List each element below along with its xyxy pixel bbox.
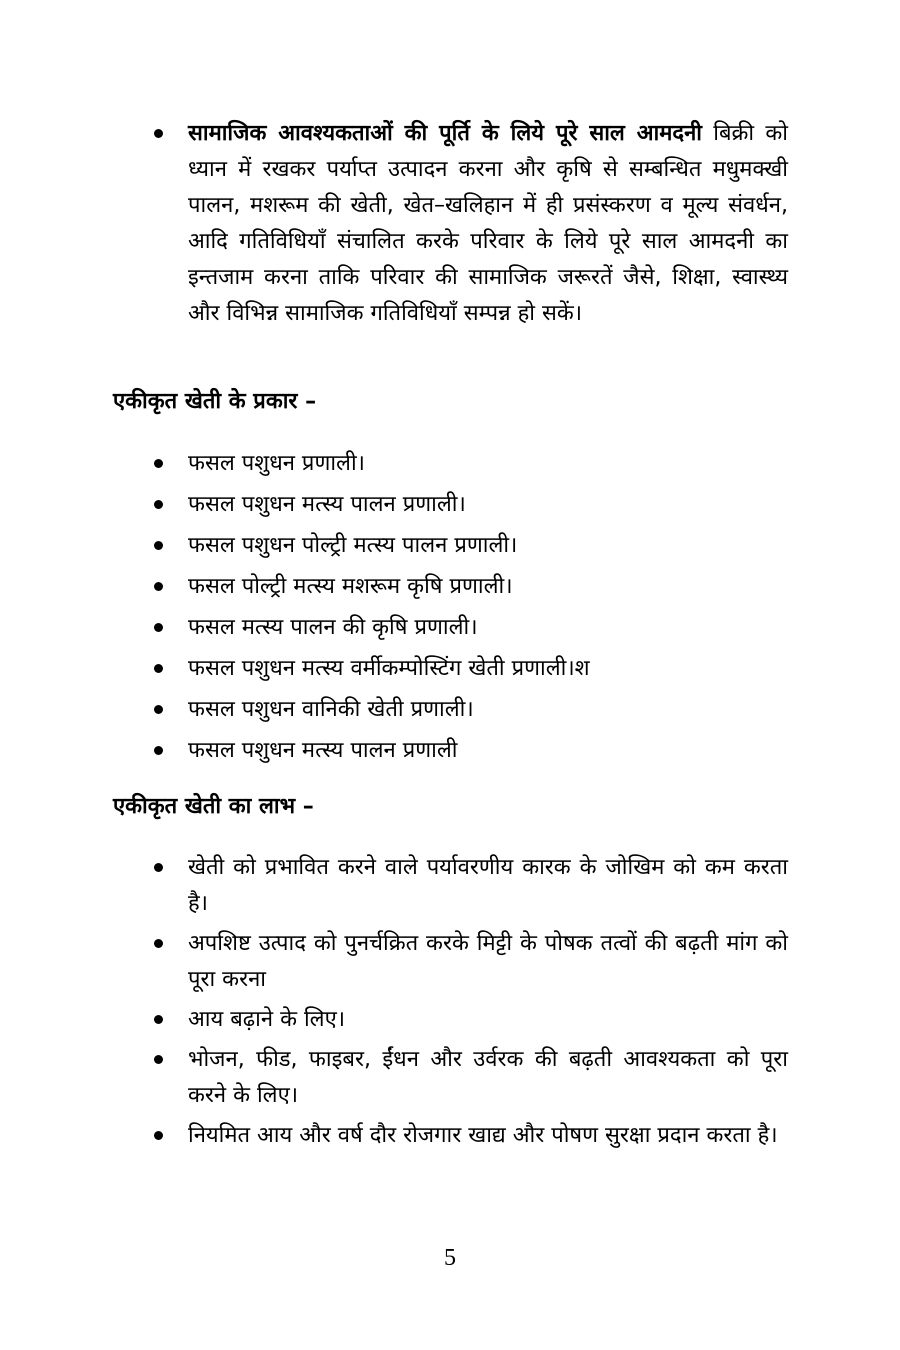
list-item-text: अपशिष्ट उत्पाद को पुनर्चक्रित करके मिट्टी के पोषक तत्वों की बढ़ती मांग को पूरा करना [188, 931, 788, 992]
benefits-list [188, 850, 788, 1158]
intro-bullet-body: बिक्री को ध्यान में रखकर पर्याप्त उत्पादन करना और कृषि से सम्बन्धित मधुमक्खी पालन, मशरूम की खेती, खेत–खलिहान में ही प्रसंस्करण व मूल्य संवर्धन, आदि गतिविधियाँ संचालित करके परिवार के लिये पूरे साल आमदनी का इन्तजाम करना ताकि परिवार की सामाजिक जरूरतें जैसे, शिक्षा, स्वास्थ्य और विभिन्न सामाजिक गतिविधियाँ सम्पन्न हो सकें। [188, 121, 788, 326]
benefits-heading: एकीकृत खेती का लाभ – [113, 794, 314, 819]
list-item [188, 487, 808, 528]
bullet-icon [154, 500, 163, 509]
bullet-icon [154, 1055, 163, 1064]
types-list [188, 446, 808, 774]
bullet-icon [154, 746, 163, 755]
bullet-icon [154, 1015, 163, 1024]
list-item [188, 610, 808, 651]
intro-bullet-list [188, 116, 788, 332]
bullet-icon [154, 459, 163, 468]
bullet-icon [154, 705, 163, 714]
list-item [188, 528, 808, 569]
list-item [188, 446, 808, 487]
bullet-icon [154, 664, 163, 673]
bullet-icon [154, 1131, 163, 1140]
list-item-text: फसल पोल्ट्री मत्स्य मशरूम कृषि प्रणाली। [188, 574, 513, 599]
bullet-icon [154, 541, 163, 550]
bullet-icon [154, 623, 163, 632]
list-item-text: फसल पशुधन वानिकी खेती प्रणाली। [188, 697, 474, 722]
list-item [188, 1042, 788, 1114]
page-number: 5 [444, 1245, 456, 1271]
list-item [188, 733, 808, 774]
bullet-icon [154, 129, 163, 138]
list-item-text: फसल मत्स्य पालन की कृषि प्रणाली। [188, 615, 478, 640]
bullet-icon [154, 863, 163, 872]
bullet-icon [154, 582, 163, 591]
list-item [188, 1002, 788, 1038]
list-item [188, 850, 788, 922]
list-item [188, 651, 808, 692]
list-item-text: नियमित आय और वर्ष दौर रोजगार खाद्य और पोषण सुरक्षा प्रदान करता है। [188, 1123, 778, 1148]
list-item [188, 692, 808, 733]
types-heading: एकीकृत खेती के प्रकार – [113, 389, 317, 414]
intro-bullet-lead: सामाजिक आवश्यकताओं की पूर्ति के लिये पूरे साल आमदनी [188, 121, 703, 146]
list-item-text: फसल पशुधन मत्स्य पालन प्रणाली [188, 738, 458, 763]
list-item-text: आय बढ़ाने के लिए। [188, 1007, 346, 1032]
list-item-text: खेती को प्रभावित करने वाले पर्यावरणीय कारक के जोखिम को कम करता है। [188, 855, 788, 916]
list-item [188, 569, 808, 610]
list-item [188, 926, 788, 998]
list-item-text: फसल पशुधन मत्स्य पालन प्रणाली। [188, 492, 466, 517]
list-item-text: फसल पशुधन प्रणाली। [188, 451, 366, 476]
list-item-text: फसल पशुधन पोल्ट्री मत्स्य पालन प्रणाली। [188, 533, 518, 558]
list-item-text: फसल पशुधन मत्स्य वर्मीकम्पोस्टिंग खेती प्रणाली।श [188, 656, 590, 681]
bullet-icon [154, 939, 163, 948]
intro-bullet-item [188, 116, 788, 332]
list-item-text: भोजन, फीड, फाइबर, ईंधन और उर्वरक की बढ़ती आवश्यकता को पूरा करने के लिए। [188, 1047, 788, 1108]
list-item [188, 1118, 788, 1154]
